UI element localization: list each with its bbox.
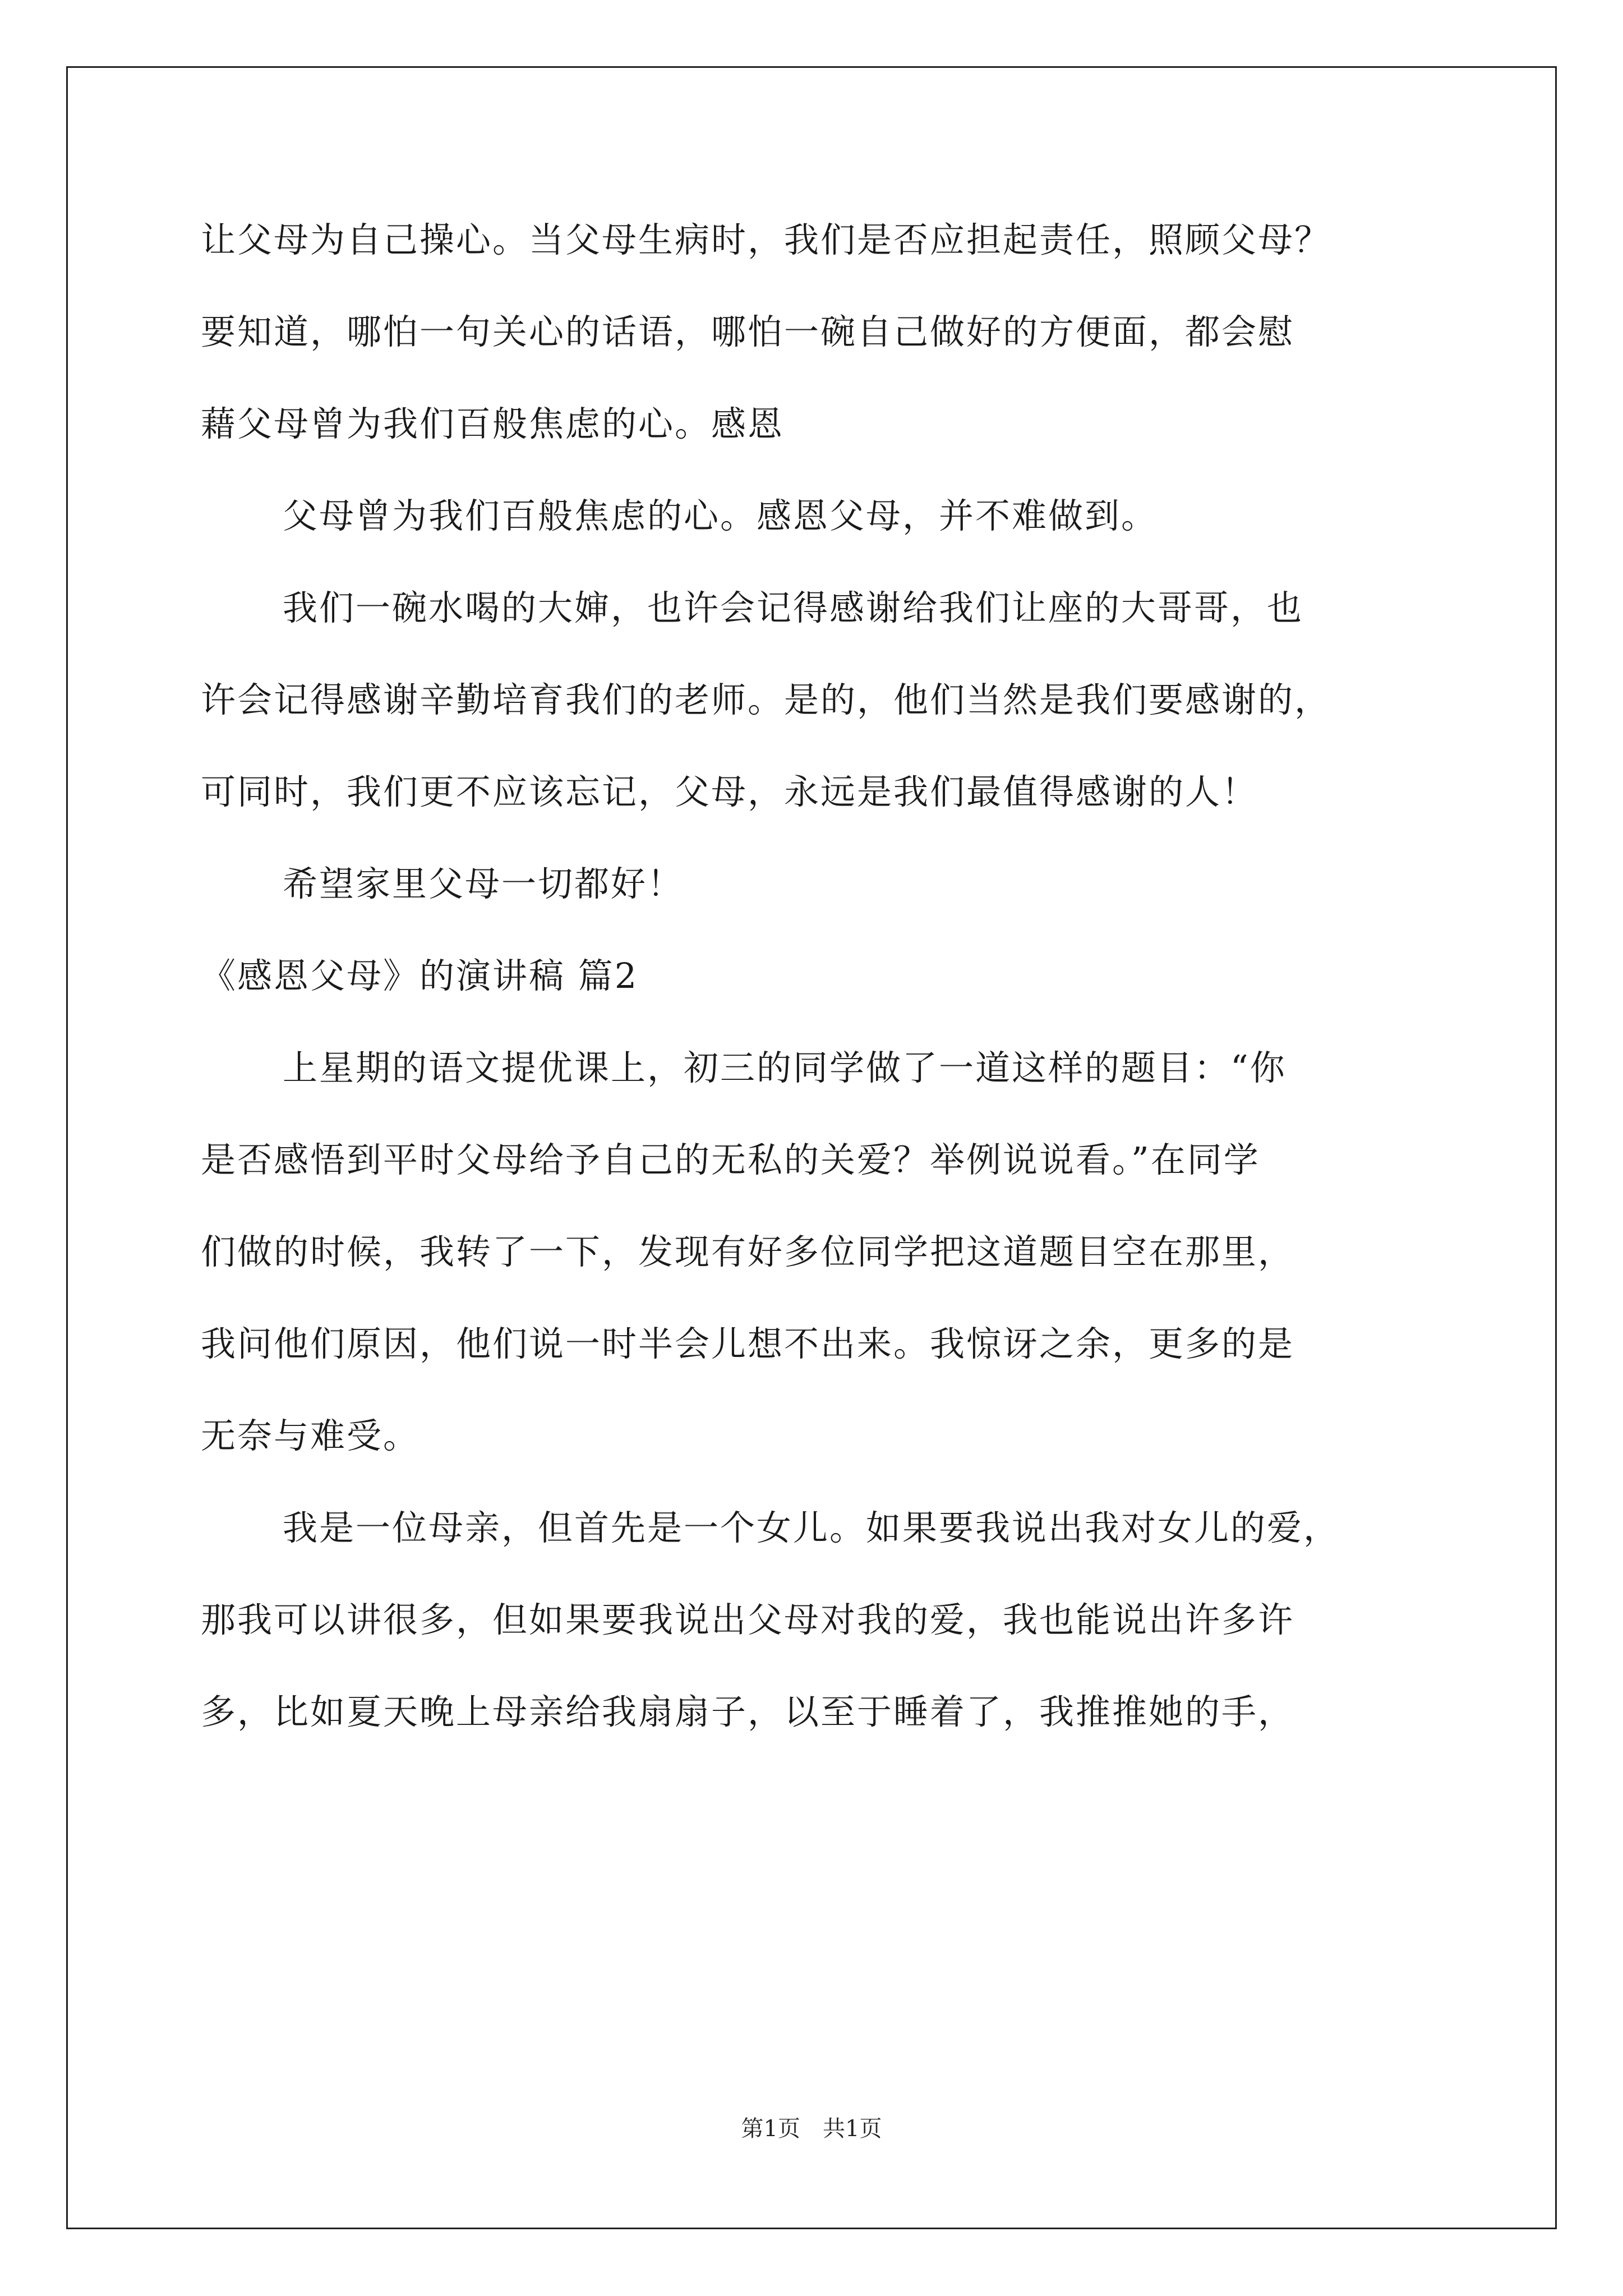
text-line: 让父母为自己操心。当父母生病时，我们是否应担起责任，照顾父母？ (201, 219, 1331, 260)
paragraph-start-line: 上星期的语文提优课上，初三的同学做了一道这样的题目：“你 (283, 1047, 1287, 1088)
page-number-footer: 第1页 共1页 (741, 2116, 882, 2142)
text-line: 许会记得感谢辛勤培育我们的老师。是的，他们当然是我们要感谢的， (201, 679, 1331, 720)
text-line: 那我可以讲很多，但如果要我说出父母对我的爱，我也能说出许多许 (201, 1599, 1295, 1640)
text-line: 多，比如夏天晚上母亲给我扇扇子，以至于睡着了，我推推她的手， (201, 1691, 1295, 1732)
text-line: 们做的时候，我转了一下，发现有好多位同学把这道题目空在那里， (201, 1231, 1295, 1272)
text-line: 我问他们原因，他们说一时半会儿想不出来。我惊讶之余，更多的是 (201, 1323, 1295, 1364)
text-line: 可同时，我们更不应该忘记，父母，永远是我们最值得感谢的人！ (201, 771, 1258, 812)
paragraph-start-line: 父母曾为我们百般焦虑的心。感恩父母，并不难做到。 (283, 495, 1158, 536)
text-line: 要知道，哪怕一句关心的话语，哪怕一碗自己做好的方便面，都会慰 (201, 311, 1295, 352)
paragraph-start-line: 我们一碗水喝的大婶，也许会记得感谢给我们让座的大哥哥，也 (283, 587, 1304, 628)
paragraph-start-line: 希望家里父母一切都好！ (283, 863, 684, 904)
section-heading: 《感恩父母》的演讲稿 篇2 (201, 955, 639, 996)
text-line: 藉父母曾为我们百般焦虑的心。感恩 (201, 403, 785, 444)
text-line: 无奈与难受。 (201, 1415, 420, 1456)
text-line: 是否感悟到平时父母给予自己的无私的关爱？举例说说看。”在同学 (201, 1139, 1260, 1180)
paragraph-start-line: 我是一位母亲，但首先是一个女儿。如果要我说出我对女儿的爱， (283, 1507, 1340, 1548)
